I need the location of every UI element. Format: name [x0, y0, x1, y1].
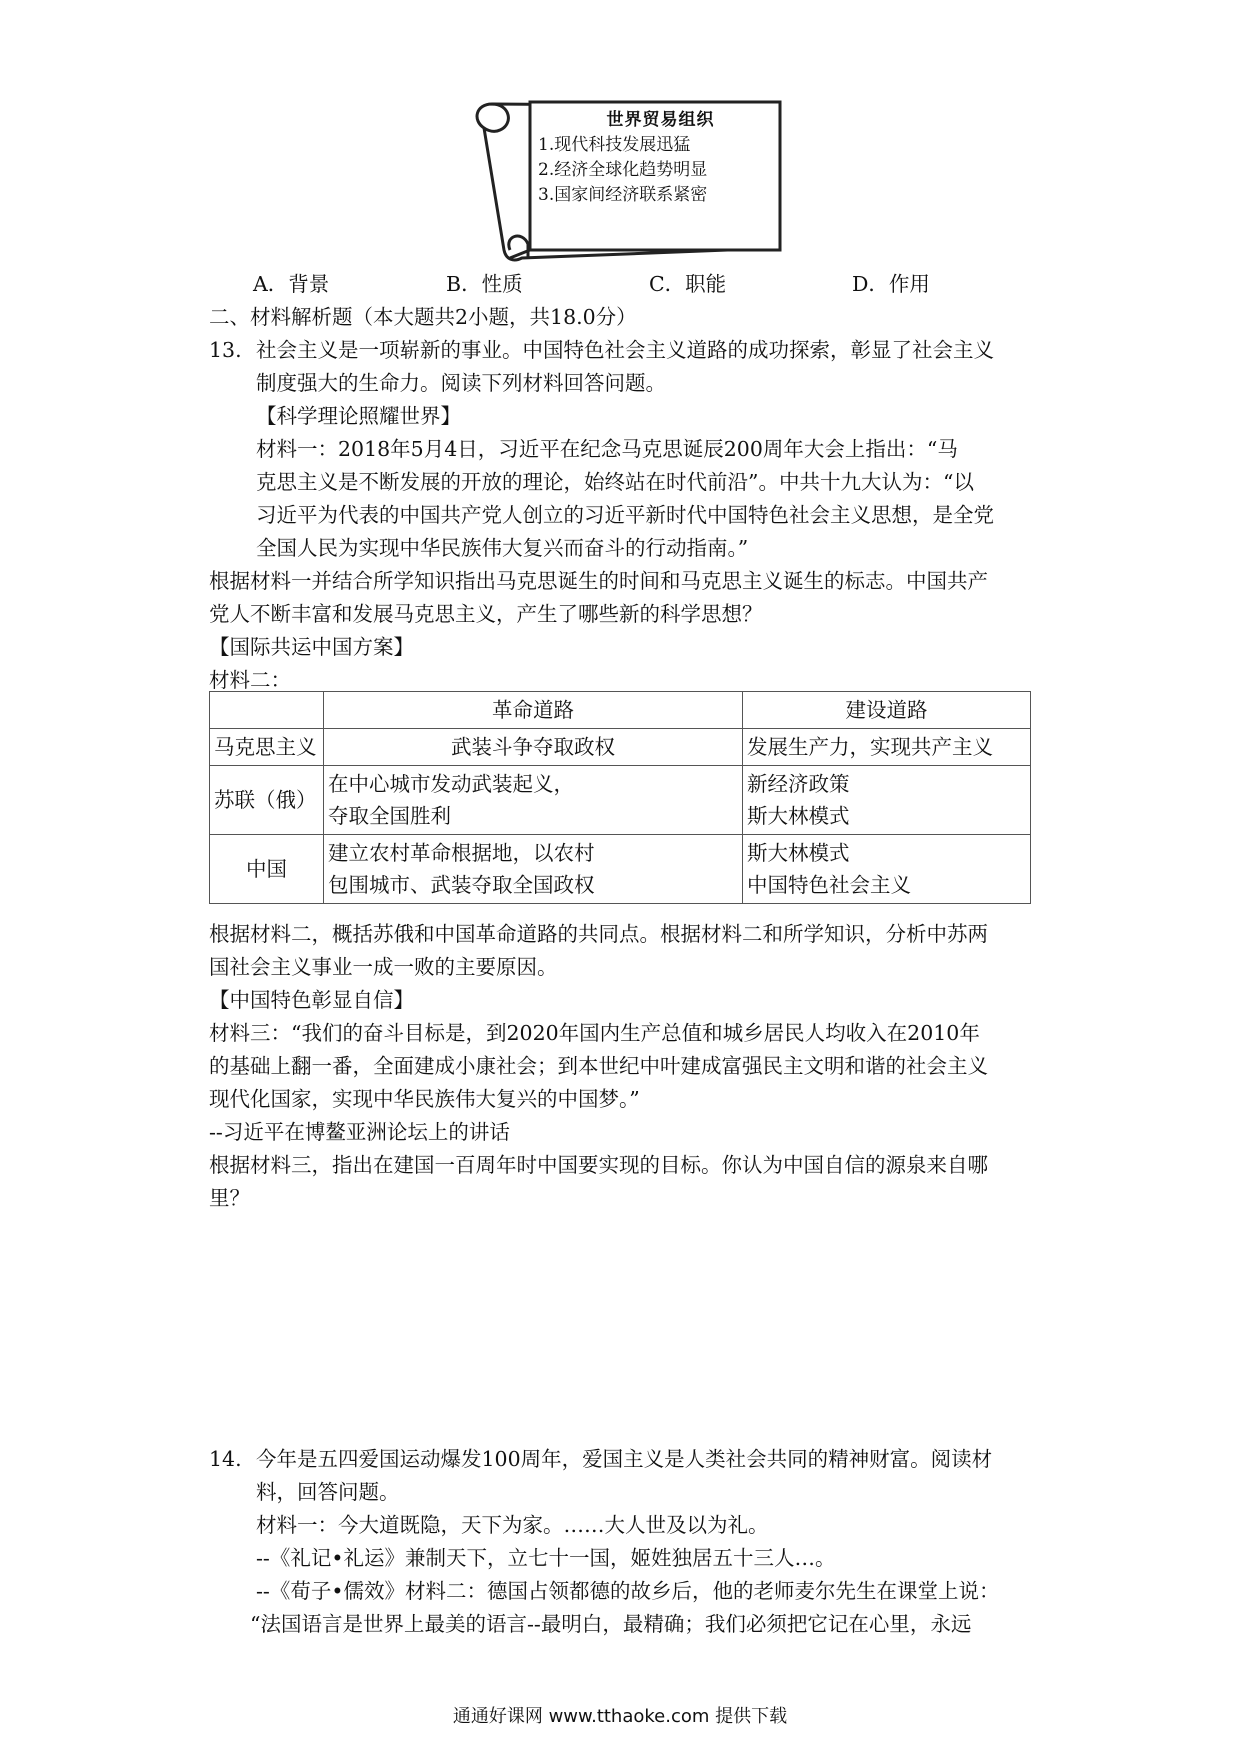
page-footer: 通通好课网 www.tthaoke.com 提供下载	[452, 1706, 788, 1727]
material2-label: 材料二：	[209, 668, 291, 692]
cell-line: 在中心城市发动武装起义，	[328, 772, 574, 796]
table-header-cell: 建设道路	[743, 692, 1031, 729]
q14-stem-line: 今年是五四爱国运动爆发100周年，爱国主义是人类社会共同的精神财富。阅读材	[256, 1447, 993, 1471]
q14-line: --《礼记•礼运》兼制天下，立七十一国，姬姓独居五十三人…。	[256, 1546, 836, 1570]
q14-stem-line: 料，回答问题。	[256, 1480, 400, 1504]
material1-line: 习近平为代表的中国共产党人创立的习近平新时代中国特色社会主义思想，是全党	[256, 503, 994, 527]
scroll-item: 2.经济全球化趋势明显	[538, 160, 708, 180]
cell-line: 建立农村革命根据地，以农村	[328, 841, 595, 865]
table-header-cell	[210, 692, 324, 729]
table-header-cell: 革命道路	[324, 692, 743, 729]
table-row	[210, 729, 1031, 766]
material3-line: 现代化国家，实现中华民族伟大复兴的中国梦。”	[209, 1087, 640, 1111]
cell-line: 武装斗争夺取政权	[451, 735, 615, 759]
cell-line: 新经济政策	[747, 772, 850, 796]
revolution-cell	[324, 766, 743, 835]
construction-cell	[743, 766, 1031, 835]
scroll-item: 3.国家间经济联系紧密	[538, 185, 708, 205]
cell-line: 斯大林模式	[747, 841, 850, 865]
q14-number: 14.	[209, 1447, 242, 1471]
option-d[interactable]: D．作用	[852, 272, 930, 296]
question3-line: 根据材料三，指出在建国一百周年时中国要实现的目标。你认为中国自信的源泉来自哪	[209, 1153, 988, 1177]
row-label: 中国	[210, 835, 324, 904]
q14-line: “法国语言是世界上最美的语言--最明白，最精确；我们必须把它记在心里，永远	[250, 1612, 972, 1636]
table-row	[210, 766, 1031, 835]
revolution-cell	[324, 729, 743, 766]
material1-line: 克思主义是不断发展的开放的理论，始终站在时代前沿”。中共十九大认为：“以	[256, 470, 974, 494]
option-c[interactable]: C．职能	[649, 272, 727, 296]
q13-part3-title: 【中国特色彰显自信】	[209, 988, 414, 1012]
revolution-cell	[324, 835, 743, 904]
construction-cell	[743, 835, 1031, 904]
question2-line: 根据材料二，概括苏俄和中国革命道路的共同点。根据材料二和所学知识，分析中苏两	[209, 922, 988, 946]
question1-line: 根据材料一并结合所学知识指出马克思诞生的时间和马克思主义诞生的标志。中国共产	[209, 569, 988, 593]
option-a[interactable]: A．背景	[253, 272, 330, 296]
table-row	[210, 835, 1031, 904]
question3-line: 里？	[209, 1186, 250, 1210]
q14-line: 材料一：今大道既隐，天下为家。……大人世及以为礼。	[256, 1513, 769, 1537]
q14-line: --《荀子•儒效》材料二：德国占领都德的故乡后，他的老师麦尔先生在课堂上说：	[256, 1579, 1000, 1603]
q13-part2-title: 【国际共运中国方案】	[209, 635, 414, 659]
row-label: 马克思主义	[210, 729, 324, 766]
row-label: 苏联（俄）	[210, 766, 324, 835]
material3-source: --习近平在博鳌亚洲论坛上的讲话	[209, 1120, 510, 1144]
construction-cell	[743, 729, 1031, 766]
q13-part1-title: 【科学理论照耀世界】	[256, 404, 461, 428]
option-b[interactable]: B．性质	[446, 272, 523, 296]
material1-line: 材料一：2018年5月4日，习近平在纪念马克思诞辰200周年大会上指出：“马	[256, 437, 958, 461]
cell-line: 发展生产力，实现共产主义	[747, 735, 993, 759]
scroll-text	[538, 108, 783, 208]
material3-line: 材料三：“我们的奋斗目标是，到2020年国内生产总值和城乡居民人均收入在2010年	[209, 1021, 980, 1045]
question1-line: 党人不断丰富和发展马克思主义，产生了哪些新的科学思想？	[209, 602, 763, 626]
q13-stem-line: 社会主义是一项崭新的事业。中国特色社会主义道路的成功探索，彰显了社会主义	[256, 338, 994, 362]
material1-line: 全国人民为实现中华民族伟大复兴而奋斗的行动指南。”	[256, 536, 749, 560]
cell-line: 斯大林模式	[747, 804, 850, 828]
q13-number: 13.	[209, 338, 242, 362]
cell-line: 中国特色社会主义	[747, 873, 911, 897]
material2-table	[209, 691, 1031, 904]
scroll-item: 1.现代科技发展迅猛	[538, 135, 691, 155]
section-heading: 二、材料解析题（本大题共2小题，共18.0分）	[209, 305, 637, 329]
wto-scroll-figure	[470, 98, 790, 263]
cell-line: 包围城市、武装夺取全国政权	[328, 873, 595, 897]
material3-line: 的基础上翻一番，全面建成小康社会；到本世纪中叶建成富强民主文明和谐的社会主义	[209, 1054, 988, 1078]
q13-stem-line: 制度强大的生命力。阅读下列材料回答问题。	[256, 371, 666, 395]
scroll-title: 世界贸易组织	[606, 110, 715, 130]
question2-line: 国社会主义事业一成一败的主要原因。	[209, 955, 558, 979]
cell-line: 夺取全国胜利	[328, 804, 451, 828]
table-header-row	[210, 692, 1031, 729]
